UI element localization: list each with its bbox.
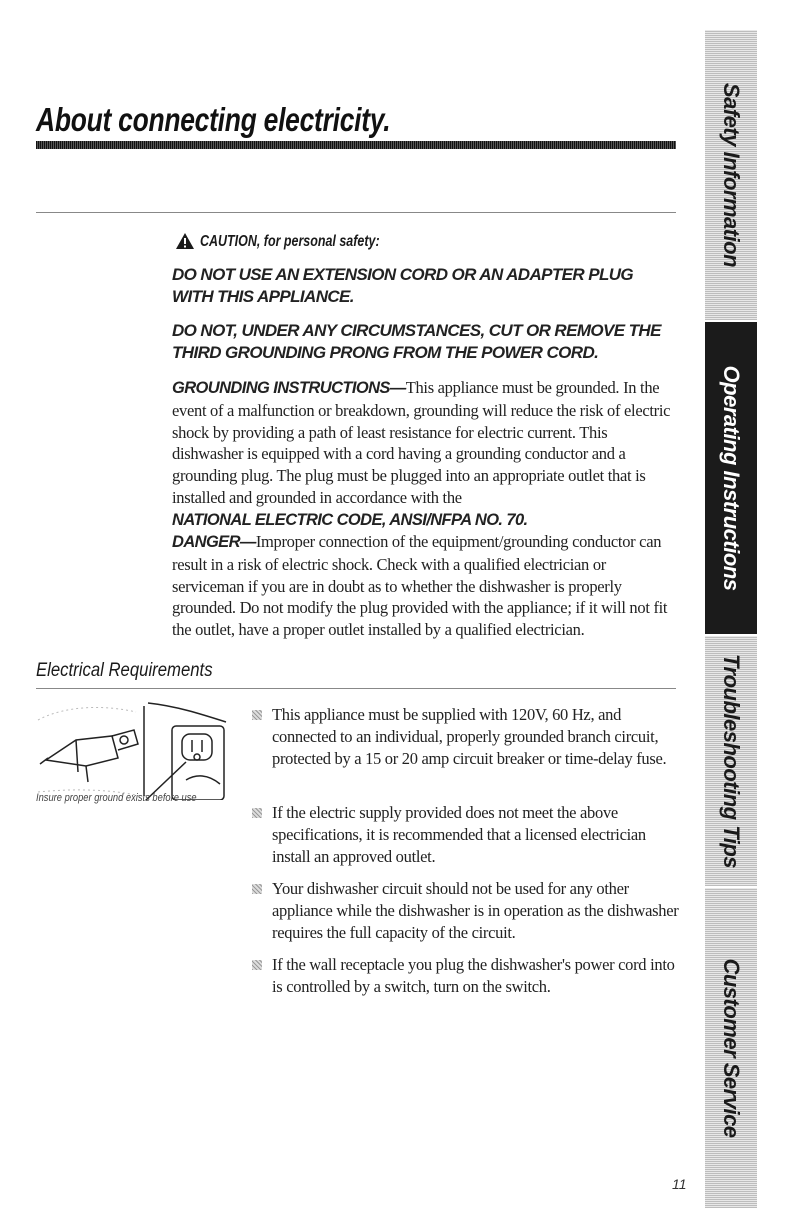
tab-label: Safety Information (719, 82, 744, 268)
requirement-text: This appliance must be supplied with 120V, 60 Hz, and connected to an individual, properly grounded branch circuit, protected by a 15 or 20 amp circuit breaker or time-delay fuse. (272, 705, 667, 768)
grounding-text: This appliance must be grounded. In the event of a malfunction or breakdown, grounding will reduce the risk of electric shock by providing a path of least resistance for electric current. This dishwasher is equipped with a cord having a grounding conductor and a grounding plug. The plug must be plugged into an appropriate outlet that is installed and grounded in accordance with the (172, 378, 671, 507)
tab-safety-information[interactable] (705, 30, 757, 320)
requirement-text: Your dishwasher circuit should not be used for any other appliance while the dishwasher is in operation as the dishwasher requires the full capacity of the circuit. (272, 879, 679, 942)
requirement-text: If the wall receptacle you plug the dishwasher's power cord into is controlled by a switch, turn on the switch. (272, 955, 675, 996)
warning-triangle-icon (175, 232, 195, 250)
tab-label: Operating Instructions (719, 365, 744, 591)
electrical-rule (36, 688, 676, 689)
bullet-square-icon (252, 710, 262, 720)
tab-troubleshooting-tips[interactable] (705, 636, 757, 886)
code-reference: NATIONAL ELECTRIC CODE, ANSI/NFPA NO. 70. (172, 510, 528, 529)
requirement-bullet (252, 954, 682, 998)
page-number: 11 (672, 1176, 687, 1192)
requirement-text: If the electric supply provided does not meet the above specifications, it is recommended that a licensed electrician install an approved outlet. (272, 803, 646, 866)
danger-text: Improper connection of the equipment/grounding conductor can result in a risk of electric shock. Check with a qualified electrician or serviceman if you are in doubt as to whether the dishwasher is properly grounded. Do not modify the plug provided with the appliance; if it will not fit the outlet, have a proper outlet installed by a qualified electrician. (172, 532, 668, 640)
tab-label: Troubleshooting Tips (719, 653, 744, 869)
requirement-bullet (252, 802, 682, 867)
warning-extension-cord-text: DO NOT USE AN EXTENSION CORD OR AN ADAPTER PLUG WITH THIS APPLIANCE. (172, 265, 634, 306)
danger-label: DANGER— (172, 533, 256, 551)
bullet-square-icon (252, 808, 262, 818)
grounding-instructions (172, 377, 677, 532)
electrical-requirements-heading: Electrical Requirements (36, 660, 213, 681)
warning-grounding-prong-text: DO NOT, UNDER ANY CIRCUMSTANCES, CUT OR REMOVE THE THIRD GROUNDING PRONG FROM THE POWER CORD. (172, 321, 661, 362)
bullet-square-icon (252, 960, 262, 970)
warning-grounding-prong (172, 320, 677, 364)
tab-customer-service[interactable] (705, 888, 757, 1208)
danger-paragraph (172, 531, 677, 641)
plug-outlet-illustration (36, 700, 236, 800)
page-title: About connecting electricity. (36, 101, 391, 138)
illustration-caption: Insure proper ground exists before use (36, 792, 197, 804)
requirement-bullet (252, 704, 682, 769)
section-divider (36, 212, 676, 213)
section-tab-sidebar (705, 30, 757, 1210)
title-rule (36, 141, 676, 149)
requirement-bullet (252, 878, 682, 943)
warning-extension-cord (172, 264, 677, 308)
tab-label: Customer Service (719, 958, 744, 1138)
grounding-label: GROUNDING INSTRUCTIONS— (172, 379, 406, 397)
caution-heading: CAUTION, for personal safety: (200, 233, 380, 250)
bullet-square-icon (252, 884, 262, 894)
tab-operating-instructions[interactable] (705, 322, 757, 634)
